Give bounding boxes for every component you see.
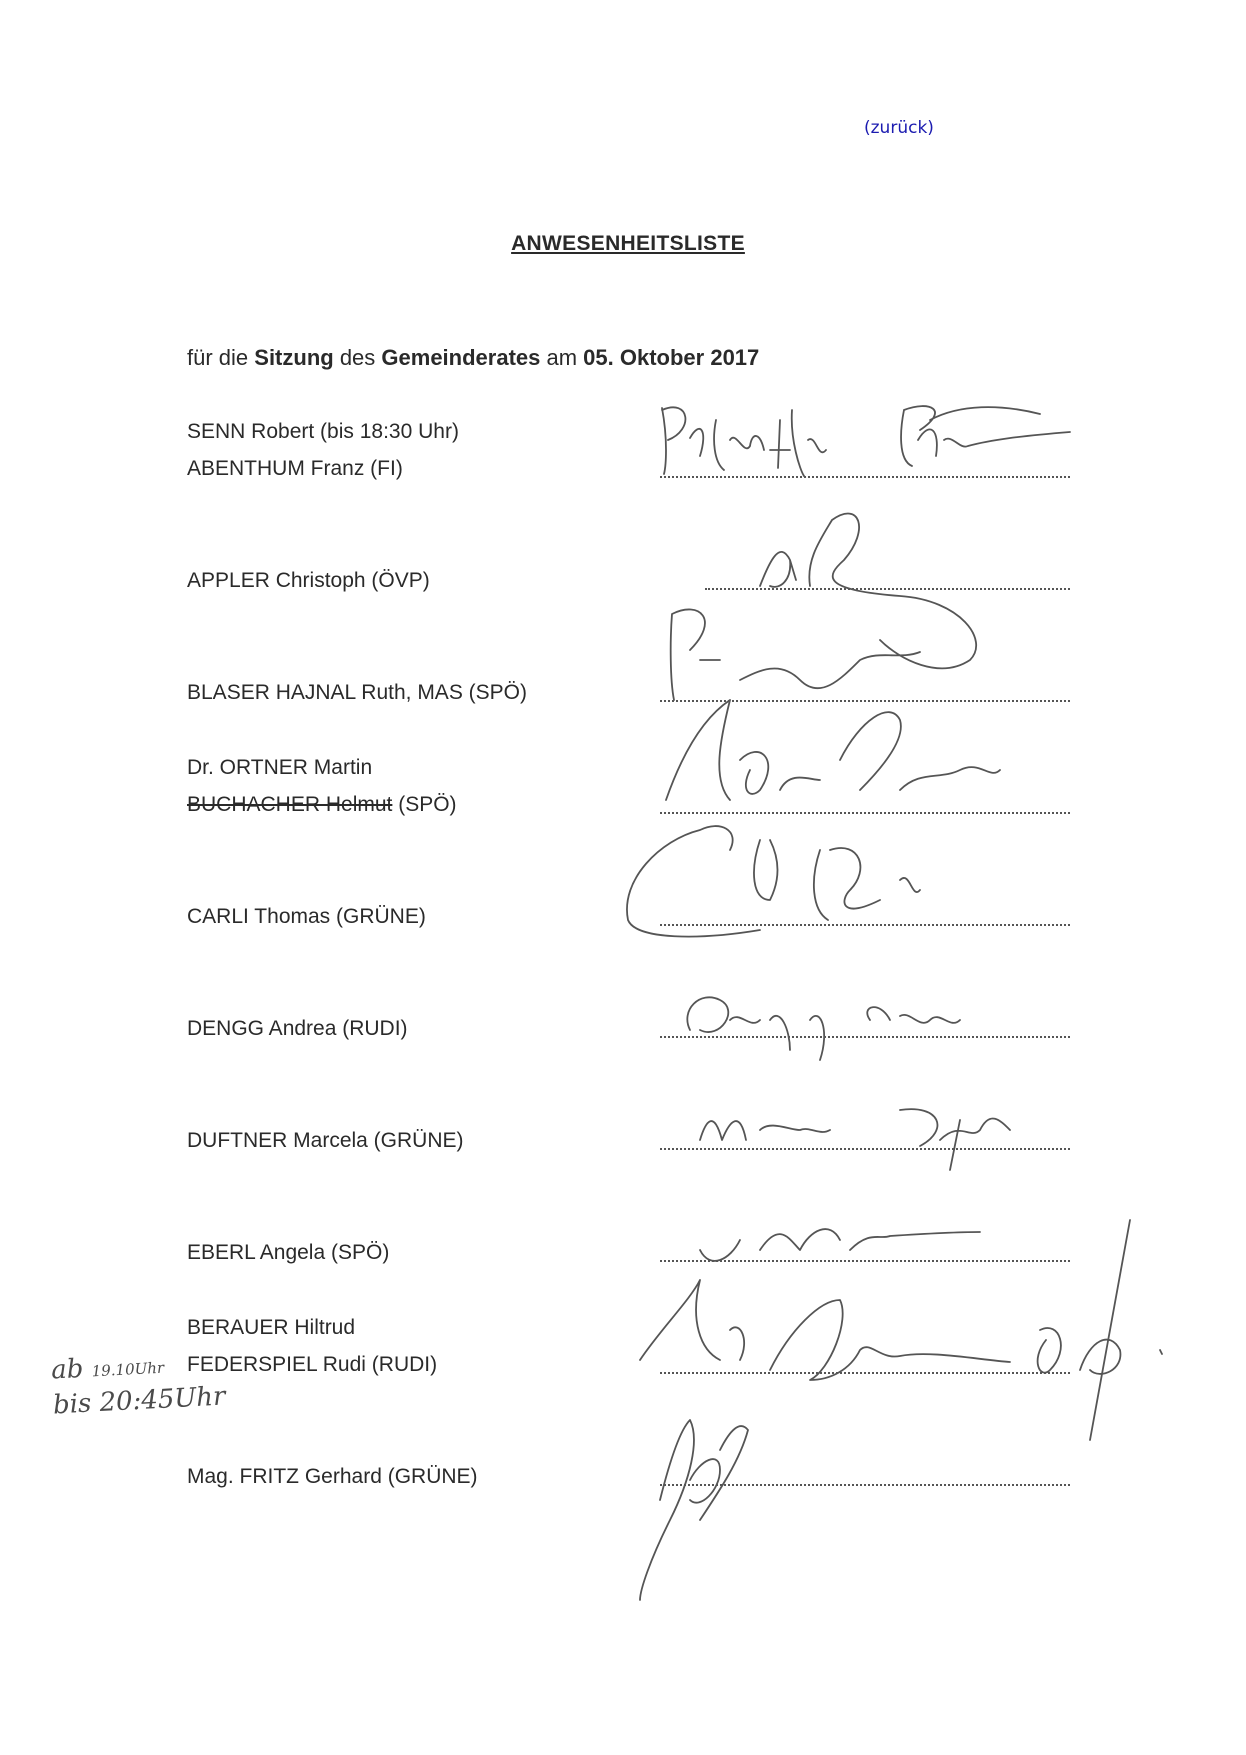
signature-berauer-federspiel xyxy=(640,1280,1162,1380)
signature-carli xyxy=(627,826,920,936)
signature-dengg xyxy=(687,997,960,1060)
signature-line xyxy=(660,476,1070,478)
document-title: ANWESENHEITSLISTE xyxy=(511,232,745,255)
attendee-abenthum: ABENTHUM Franz (FI) xyxy=(187,457,403,480)
signature-blaser xyxy=(671,609,920,700)
signature-eberl xyxy=(700,1220,1130,1440)
signature-line xyxy=(660,1036,1070,1038)
signature-line xyxy=(660,924,1070,926)
meeting-intro xyxy=(187,345,759,371)
signature-ortner xyxy=(666,700,1000,800)
intro-text-2: des xyxy=(333,345,382,370)
signature-line xyxy=(660,1260,1070,1262)
signature-line xyxy=(660,1372,1070,1374)
signature-line xyxy=(660,700,1070,702)
signature-fritz xyxy=(640,1420,748,1600)
back-link[interactable]: (zurück) xyxy=(864,118,934,138)
attendee-blaser: BLASER HAJNAL Ruth, MAS (SPÖ) xyxy=(187,681,527,704)
intro-sitzung: Sitzung xyxy=(254,345,334,370)
attendee-appler: APPLER Christoph (ÖVP) xyxy=(187,569,430,592)
signature-senn xyxy=(662,407,826,476)
attendee-ortner: Dr. ORTNER Martin xyxy=(187,756,373,779)
attendee-fritz: Mag. FRITZ Gerhard (GRÜNE) xyxy=(187,1465,478,1488)
attendee-buchacher-party: (SPÖ) xyxy=(392,793,457,816)
signature-appler xyxy=(760,514,976,669)
signature-line xyxy=(705,588,1070,590)
attendee-carli: CARLI Thomas (GRÜNE) xyxy=(187,905,426,928)
attendee-buchacher-struck-name: BUCHACHER Helmut xyxy=(187,793,393,816)
attendee-berauer: BERAUER Hiltrud xyxy=(187,1316,356,1339)
handwritten-time-note: ab 19.10Uhr bis 20:45Uhr xyxy=(50,1353,227,1421)
attendee-federspiel: FEDERSPIEL Rudi (RUDI) xyxy=(187,1353,438,1376)
signature-abenthum xyxy=(901,406,1070,466)
intro-text-1: für die xyxy=(187,345,255,370)
intro-text-3: am xyxy=(540,345,584,370)
signature-duftner xyxy=(700,1109,1010,1170)
signature-line xyxy=(660,812,1070,814)
attendee-senn: SENN Robert (bis 18:30 Uhr) xyxy=(187,420,459,443)
attendee-buchacher xyxy=(187,786,457,823)
intro-gemeinderates: Gemeinderates xyxy=(381,345,541,370)
signature-line xyxy=(660,1484,1070,1486)
meeting-date: 05. Oktober 2017 xyxy=(583,345,760,370)
attendee-dengg: DENGG Andrea (RUDI) xyxy=(187,1017,408,1040)
attendee-eberl: EBERL Angela (SPÖ) xyxy=(187,1241,390,1264)
signature-line xyxy=(660,1148,1070,1150)
attendee-duftner: DUFTNER Marcela (GRÜNE) xyxy=(187,1129,464,1152)
